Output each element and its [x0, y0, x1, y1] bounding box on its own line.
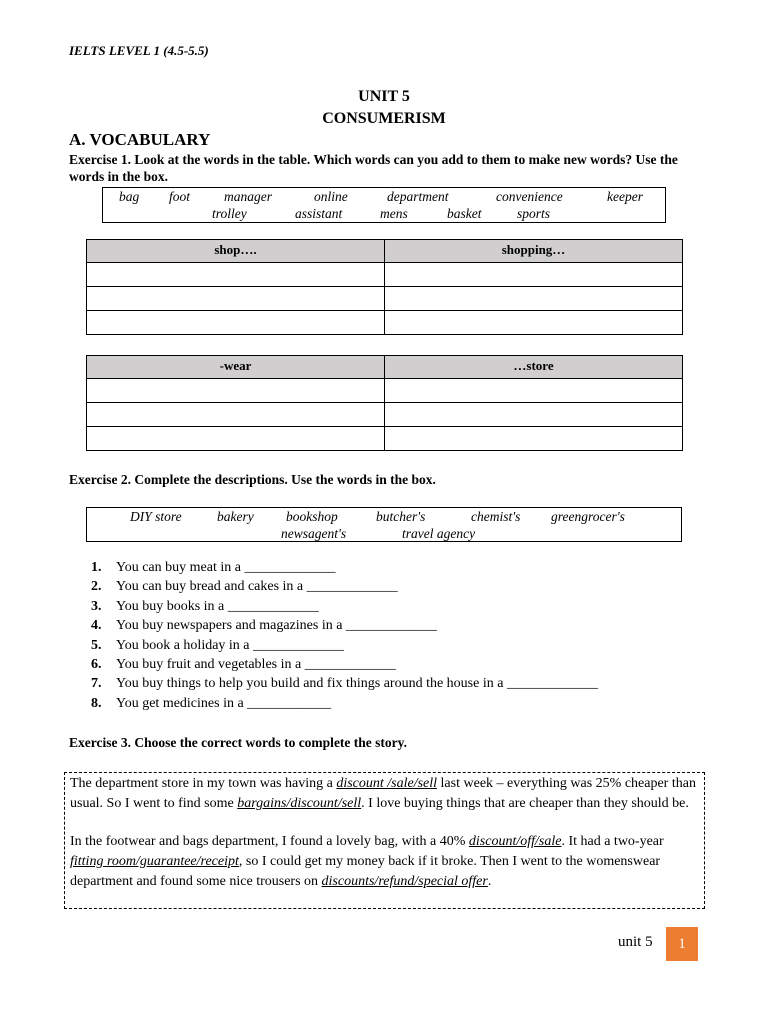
table-row	[87, 311, 683, 335]
word-item: chemist's	[471, 509, 521, 524]
item-number: 1.	[91, 560, 102, 575]
story-box	[64, 772, 705, 909]
story-text: , so I could get my money back if it broke. Then I went to the womenswear department and found some nice trousers on	[70, 854, 661, 889]
exercise-2-list	[91, 558, 598, 713]
word-item: foot	[169, 189, 191, 204]
list-item	[91, 577, 598, 596]
item-text: You can buy meat in a _____________	[116, 560, 336, 575]
item-text: You get medicines in a ____________	[116, 695, 332, 711]
story-text: . It had a two-year	[561, 834, 664, 849]
item-text: You buy fruit and vegetables in a _____________	[116, 656, 396, 672]
word-item: online	[314, 189, 348, 204]
word-row	[103, 188, 665, 205]
word-item: DIY store	[130, 509, 182, 524]
word-item: bookshop	[286, 509, 338, 524]
answer-cell[interactable]	[87, 263, 385, 287]
list-item	[91, 694, 598, 713]
level-header: IELTS LEVEL 1 (4.5-5.5)	[69, 43, 209, 58]
list-item	[91, 636, 598, 655]
word-item: department	[387, 189, 449, 204]
table-row	[87, 403, 683, 427]
word-row	[87, 508, 681, 525]
word-item: convenience	[496, 189, 563, 204]
answer-cell[interactable]	[87, 427, 385, 451]
table-header-shop: shop….	[87, 240, 385, 263]
story-text: In the footwear and bags department, I found a lovely bag, with a 40%	[70, 834, 469, 849]
word-item: bakery	[217, 509, 254, 524]
word-item: newsagent's	[281, 526, 347, 541]
answer-cell[interactable]	[385, 263, 683, 287]
list-item	[91, 674, 598, 693]
footer-unit-label: unit 5	[618, 934, 653, 950]
exercise-2-word-box	[86, 507, 682, 542]
word-item: basket	[447, 206, 482, 221]
story-text: last week – everything was 25% cheaper than usual. So I went to find some	[70, 776, 696, 811]
item-number: 2.	[91, 579, 102, 595]
exercise-3-instruction: Exercise 3. Choose the correct words to complete the story.	[69, 735, 408, 750]
word-item: trolley	[212, 206, 247, 221]
item-text: You book a holiday in a _____________	[116, 637, 345, 653]
answer-cell[interactable]	[385, 287, 683, 311]
item-text: You can buy bread and cakes in a _____________	[116, 579, 398, 595]
item-number: 7.	[91, 676, 102, 692]
item-number: 3.	[91, 598, 102, 614]
word-item: sports	[517, 206, 551, 221]
word-item: assistant	[295, 206, 343, 221]
list-item	[91, 655, 598, 674]
item-number: 8.	[91, 695, 102, 711]
table-row	[87, 287, 683, 311]
table-row	[87, 263, 683, 287]
word-row	[87, 525, 681, 542]
item-number: 4.	[91, 618, 102, 634]
choice-option[interactable]: discount/off/sale	[468, 834, 562, 849]
story-text: The department store in my town was having a	[70, 776, 337, 791]
exercise-1-instruction: Exercise 1. Look at the words in the table. Which words can you add to them to make new words? Use the words in the box.	[69, 152, 678, 184]
answer-cell[interactable]	[385, 403, 683, 427]
table-header-shopping: shopping…	[385, 240, 683, 263]
table-header-wear: -wear	[87, 356, 385, 379]
answer-cell[interactable]	[385, 427, 683, 451]
table-header-store: …store	[385, 356, 683, 379]
list-item	[91, 616, 598, 635]
choice-option[interactable]: discount /sale/sell	[336, 776, 438, 791]
answer-cell[interactable]	[385, 379, 683, 403]
story-text: .	[487, 874, 492, 889]
item-number: 5.	[91, 637, 102, 653]
table-row	[87, 427, 683, 451]
answer-cell[interactable]	[87, 287, 385, 311]
story-paragraph-1	[70, 774, 699, 814]
word-item: keeper	[607, 189, 643, 204]
choice-option[interactable]: fitting room/guarantee/receipt	[70, 854, 239, 869]
exercise-1-word-box	[102, 187, 666, 223]
word-row	[103, 205, 665, 222]
item-number: 6.	[91, 656, 102, 672]
choice-option[interactable]: bargains/discount/sell	[237, 796, 362, 811]
answer-cell[interactable]	[87, 403, 385, 427]
item-text: You buy books in a _____________	[116, 598, 319, 614]
word-item: greengrocer's	[551, 509, 625, 524]
word-item: bag	[119, 189, 140, 204]
table-row	[87, 379, 683, 403]
word-item: butcher's	[376, 509, 426, 524]
word-item: travel agency	[402, 526, 476, 541]
answer-cell[interactable]	[87, 311, 385, 335]
word-item: mens	[380, 206, 408, 221]
wear-store-table	[86, 355, 683, 451]
unit-title: UNIT 5	[358, 88, 410, 105]
list-item	[91, 558, 598, 577]
answer-cell[interactable]	[87, 379, 385, 403]
list-item	[91, 597, 598, 616]
item-text: You buy things to help you build and fix things around the house in a _____________	[116, 676, 598, 692]
page-number-badge: 1	[666, 927, 698, 961]
shop-shopping-table	[86, 239, 683, 335]
exercise-2-instruction: Exercise 2. Complete the descriptions. Use the words in the box.	[69, 472, 436, 487]
section-title: A. VOCABULARY	[69, 130, 211, 149]
word-item: manager	[224, 189, 272, 204]
story-paragraph-2	[70, 832, 699, 892]
answer-cell[interactable]	[385, 311, 683, 335]
item-text: You buy newspapers and magazines in a _____________	[116, 618, 437, 634]
choice-option[interactable]: discounts/refund/special offer	[321, 874, 488, 889]
story-text: . I love buying things that are cheaper than they should be.	[361, 796, 689, 811]
unit-topic: CONSUMERISM	[322, 110, 446, 127]
